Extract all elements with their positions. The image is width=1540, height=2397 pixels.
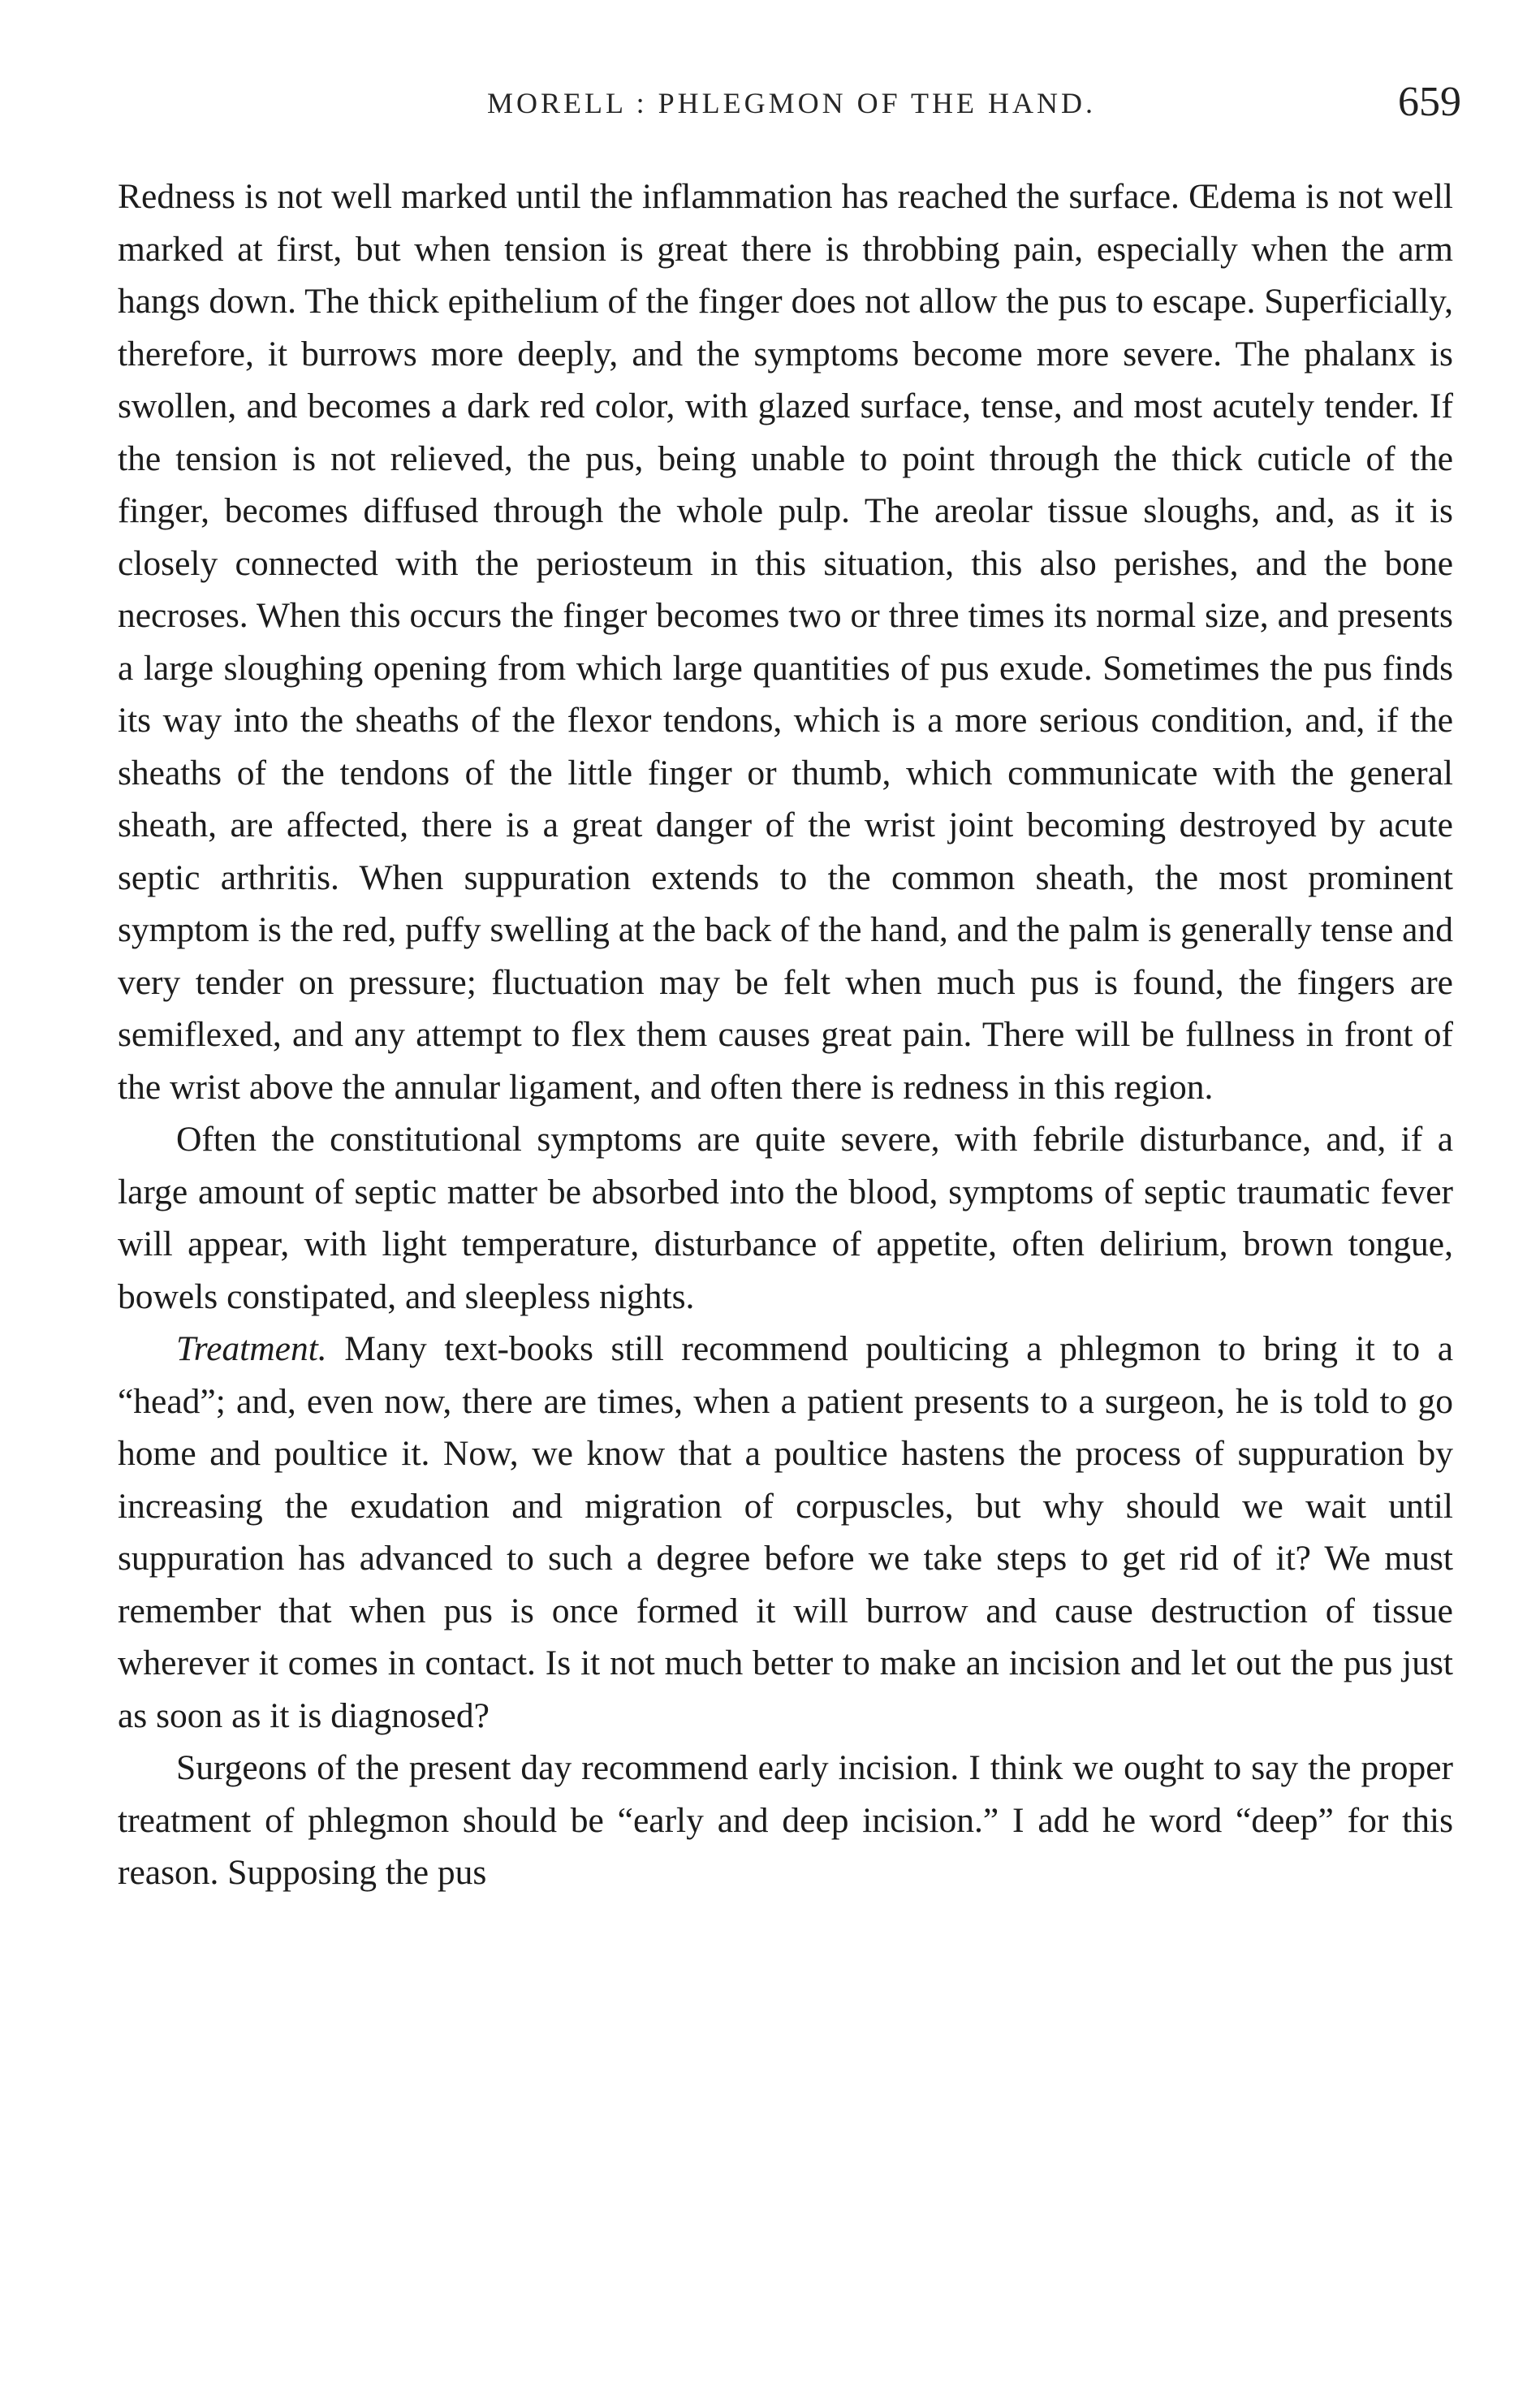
paragraph-text: Often the constitutional symptoms are quite severe, with febrile disturbance, and, if a large amount of septic matter be absorbed into the blood, symptoms of septic traumatic fever will appear, with light temperature, disturbance of appetite, often delirium, brown tongue, bowels constipated, and sleepless nights. <box>118 1120 1453 1316</box>
paragraph-constitutional-symptoms <box>118 1113 1453 1323</box>
paragraph-text: Redness is not well marked until the inflammation has reached the surface. Œdema is not well marked at first, but when tension is great there is throbbing pain, especially when the arm hangs down. The thick epithelium of the finger does not allow the pus to escape. Superficially, therefore, it burrows more deeply, and the symptoms become more severe. The phalanx is swollen, and becomes a dark red color, with glazed surface, tense, and most acutely tender. If the tension is not relieved, the pus, being unable to point through the thick cuticle of the finger, becomes diffused through the whole pulp. The areolar tissue sloughs, and, as it is closely connected with the periosteum in this situation, this also perishes, and the bone necroses. When this occurs the finger becomes two or three times its normal size, and presents a large sloughing opening from which large quantities of pus exude. Sometimes the pus finds its way into the sheaths of the flexor tendons, which is a more serious condition, and, if the sheaths of the tendons of the little finger or thumb, which communicate with the general sheath, are affected, there is a great danger of the wrist joint becoming destroyed by acute septic arthritis. When suppuration extends to the common sheath, the most prominent symptom is the red, puffy swelling at the back of the hand, and the palm is generally tense and very tender on pressure; fluctuation may be felt when much pus is found, the fingers are semiflexed, and any attempt to flex them causes great pain. There will be fullness in front of the wrist above the annular ligament, and often there is redness in this region. <box>118 177 1453 1107</box>
paragraph-text: Many text-books still recommend poulticing a phlegmon to bring it to a “head”; and, even now, there are times, when a patient presents to a surgeon, he is told to go home and poultice it. Now, we know that a poultice hastens the process of suppuration by increasing the exudation and migration of corpuscles, but why should we wait until suppuration has advanced to such a degree before we take steps to get rid of it? We must remember that when pus is once formed it will burrow and cause destruction of tissue wherever it comes in contact. Is it not much better to make an incision and let out the pus just as soon as it is diagnosed? <box>118 1329 1453 1735</box>
running-head <box>122 78 1461 143</box>
page-number: 659 <box>1398 79 1461 125</box>
treatment-heading: Treatment. <box>176 1329 327 1368</box>
running-title: MORELL : PHLEGMON OF THE HAND. <box>487 87 1096 119</box>
paragraph-symptoms <box>118 171 1453 1113</box>
paragraph-treatment <box>118 1323 1453 1742</box>
paragraph-text: Surgeons of the present day recommend early incision. I think we ought to say the proper treatment of phlegmon should be “early and deep incision.” I add he word “deep” for this reason. Supposing the pus <box>118 1748 1453 1892</box>
paragraph-early-incision <box>118 1742 1453 1899</box>
body-text <box>118 171 1453 1899</box>
